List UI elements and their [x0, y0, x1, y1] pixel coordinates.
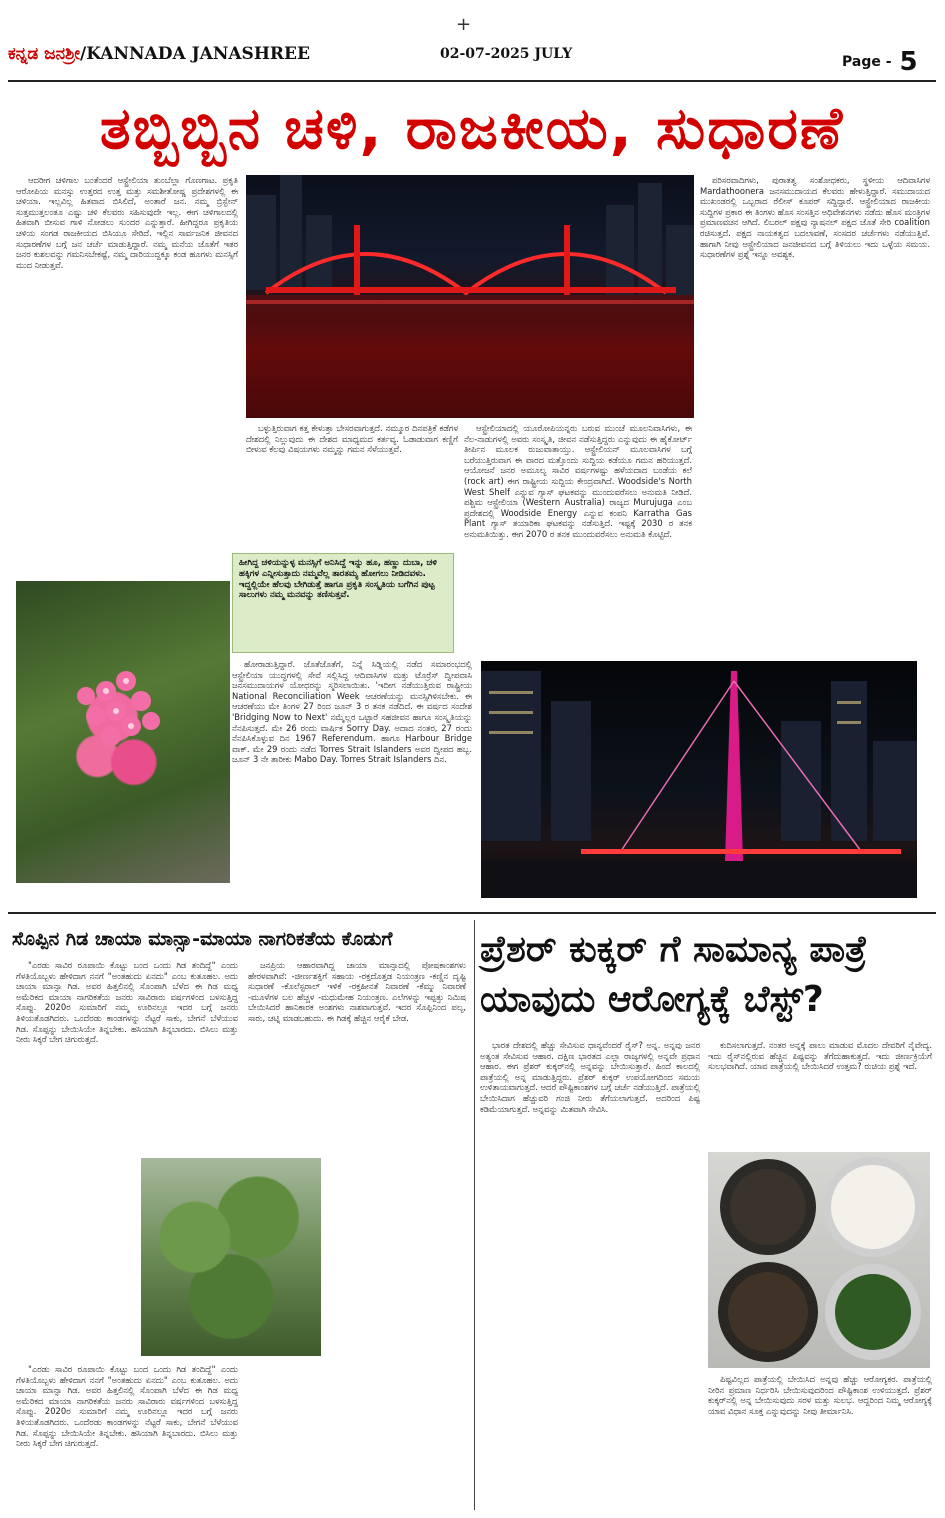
cooking-pots-photo — [708, 1152, 930, 1368]
section-rule — [8, 912, 936, 914]
brand-separator: / — [79, 44, 87, 64]
page-number-value: 5 — [899, 47, 918, 77]
cooker-col2b: ಪಿಷ್ಟವಿಲ್ಲದ ಪಾತ್ರೆಯಲ್ಲಿ ಬೇಯಿಸಿದ ಅನ್ನವು ಹೆಚ್ಚು ಆರೋಗ್ಯಕರ. ಪಾತ್ರೆಯಲ್ಲಿ ನೀರಿನ ಪ್ರಮಾಣ ನಿರ್ಧರಿಸಿ ಬೇಯಿಸುವುದರಿಂದ ಪೌಷ್ಟಿಕಾಂಶ ಉಳಿಯುತ್ತದೆ. ಪ್ರೆಶರ್ ಕುಕ್ಕರ್‌ನಲ್ಲಿ ಅನ್ನ ಬೇಯಿಸುವುದು ಸರಳ ಮತ್ತು ಸುಲಭ. ಆದ್ದರಿಂದ ನಿಮ್ಮ ಆರೋಗ್ಯಕ್ಕೆ ಯಾವ ವಿಧಾನ ಸೂಕ್ತ ಎನ್ನುವುದನ್ನು ನೀವು ತೀರ್ಮಾನಿಸಿ. — [708, 1374, 932, 1416]
pink-flowers-photo — [16, 581, 230, 883]
article1-col3: ಬಳ್ಳುತ್ತಿರುವಾಗ ಕತ್ತ ಕೇಳುತ್ತಾ ಬೇಸರವಾಗುತ್ತದೆ. ನಮ್ಮೂರ ದಿನಪತ್ರಿಕೆ ಕಡೆಗಳ ದೇಶದಲ್ಲಿ ನಿಲ್ಲುವುದು ಈ ದೇಶದ ಮಾಧ್ಯಮದ ಕರ್ತವ್ಯ. ಓಡಾಡುವಾಗ ಕಣ್ಣಿಗೆ ಬೀಳುವ ಕೆಲವು ವಿಷಯಗಳು ನಮ್ಮನ್ನು ಗಮನ ಸೆಳೆಯುತ್ತವೆ. — [246, 423, 458, 455]
article1-col4: ಆಸ್ಟ್ರೇಲಿಯಾದಲ್ಲಿ ಯೂರೋಪಿಯನ್ನರು ಬರುವ ಮುಂಚೆ ಮೂಲನಿವಾಸಿಗಳು, ಈ ನೆಲ-ನಾಡುಗಳಲ್ಲಿ ಅವರು ಸಂಸ್ಕೃತಿ, ಜೀವನ ನಡೆಸುತ್ತಿದ್ದರು ಎನ್ನುವುದು ಈ ಹೈಕೋರ್ಟ್ ತೀರ್ಪಿನ ಮೂಲಕ ರುಜುವಾತಾಯ್ತು. ಆಸ್ಟ್ರೇಲಿಯನ್ ಮೂಲವಾಸಿಗಳ ಬಗ್ಗೆ ಬರೆಯುತ್ತಿರುವಾಗ ಈ ವಾರದ ಮತ್ತೊಂದು ಸುದ್ದಿಯ ಕಡೆಯೂ ಗಮನ ಹರಿಯುತ್ತದೆ. ಆಯೋಜನೆ ಜನರ ಅಮೂಲ್ಯ ಸಾವಿರ ವರ್ಷಗಳಷ್ಟು ಹಳೆಯದಾದ ಬಂಡೆಯ ಕಲೆ (rock art) ಈಗ ರಾಷ್ಟ್ರೀಯ ಸುದ್ದಿಯ ಕೇಂದ್ರವಾಗಿದೆ. Woodside's North West Shelf ಎನ್ನುವ ಗ್ಯಾಸ್ ಘಟಕವನ್ನು ಮುಂದುವರೆಸಲು ಅನುಮತಿ ನೀಡಿದೆ. ಪಶ್ಚಿಮ ಆಸ್ಟ್ರೇಲಿಯಾ (Western Australia) ರಾಜ್ಯದ Murujuga ಎಂಬ ಪ್ರದೇಶದಲ್ಲಿ Woodside Energy ಎನ್ನುವ ಕಂಪನಿ Karratha Gas Plant ಗ್ಯಾಸ್ ತಯಾರಿಕಾ ಘಟಕವನ್ನು ನಡೆಸುತ್ತಿದೆ. ಇಷ್ಟಕ್ಕೆ 2030 ರ ತನಕ ಅನುಮತಿಯಿತ್ತು. ಈಗ 2070 ರ ತನಕ ಮುಂದುವರೆಸಲು ಅನುಮತಿ ಕೊಟ್ಟಿದೆ. — [464, 423, 692, 539]
cooker-col1: ಭಾರತ ದೇಶದಲ್ಲಿ ಹೆಚ್ಚು ಸೇವಿಸುವ ಧಾನ್ಯವೆಂದರೆ ರೈಸ್? ಅನ್ನ. ಅನ್ನವು ಜನರ ಅತ್ಯಂತ ಸೇವಿಸುವ ಆಹಾರ. ದಕ್ಷಿಣ ಭಾರತದ ಎಲ್ಲಾ ರಾಜ್ಯಗಳಲ್ಲಿ ಅನ್ನವೇ ಪ್ರಧಾನ ಆಹಾರ. ಈಗ ಪ್ರೆಶರ್ ಕುಕ್ಕರ್‌ನಲ್ಲಿ ಅನ್ನವನ್ನು ಬೇಯಿಸುತ್ತಾರೆ. ಹಿಂದೆ ಕಾಲದಲ್ಲಿ ಪಾತ್ರೆಯಲ್ಲಿ ಅನ್ನ ಮಾಡುತ್ತಿದ್ದರು. ಪ್ರೆಶರ್ ಕುಕ್ಕರ್ ಉಪಯೋಗದಿಂದ ಸಮಯ ಉಳಿತಾಯವಾಗುತ್ತದೆ. ಆದರೆ ಪೌಷ್ಟಿಕಾಂಶಗಳ ಬಗ್ಗೆ ಚರ್ಚೆ ನಡೆಯುತ್ತಿದೆ. ಪಾತ್ರೆಯಲ್ಲಿ ಬೇಯಿಸಿದಾಗ ಹೆಚ್ಚುವರಿ ಗಂಜಿ ನೀರು ತೆಗೆಯಲಾಗುತ್ತದೆ. ಅದರಿಂದ ಪಿಷ್ಟ ಕಡಿಮೆಯಾಗುತ್ತದೆ. ಅನ್ನವನ್ನು ಮಿತವಾಗಿ ಸೇವಿಸಿ. — [480, 1040, 700, 1114]
main-headline: ತಬ್ಬಿಬ್ಬಿನ ಚಳಿ, ರಾಜಕೀಯ, ಸುಧಾರಣೆ — [99, 94, 845, 162]
article1-col5: ಪರಿಸರವಾದಿಗಳು, ಪುರಾತತ್ವ ಸಂಶೋಧಕರು, ಸ್ಥಳೀಯ ಆದಿವಾಸಿಗಳ Mardathoonera ಜನಸಮುದಾಯದ ಕೆಲವರು ಹೇಳುತ್ತಿದ್ದಾರೆ. ಸಮುದಾಯದ ಮುಖಂಡರಲ್ಲಿ ಒಬ್ಬರಾದ ರೆಲೀಸ್ ಕೂಪರ್ ಸದ್ದಿದ್ದಾರೆ. ಆಸ್ಟ್ರೇಲಿಯಾದ ರಾಜಕೀಯ ಸುದ್ದಿಗಳ ಪ್ರಕಾರ ಈ ತಿಂಗಳು ಹೊಸ ಸಂಸತ್ತಿನ ಅಧಿವೇಶನಗಳು ನಡೆದು ಹೊಸ ಮಂತ್ರಿಗಳ ಪ್ರಮಾಣವಚನ ಆಗಿದೆ. ಲಿಬರಲ್ ಪಕ್ಷವು ನ್ಯಾಷನಲ್ ಪಕ್ಷದ ಜೊತೆ ಸೇರಿ coalition ರಚಿಸುತ್ತದೆ. ಪಕ್ಷದ ನಾಯಕತ್ವದ ಬದಲಾವಣೆ, ಸಂಸದರ ಚರ್ಚೆಗಳು ನಡೆಯುತ್ತಿವೆ. ಹಾಗಾಗಿ ನೀವು ಆಸ್ಟ್ರೇಲಿಯಾದ ಜನಜೀವನದ ಬಗ್ಗೆ ತಿಳಿಯಲು ಇದು ಒಳ್ಳೆಯ ಸಮಯ. ಸುಧಾರಣೆಗಳ ಪ್ರಶ್ನೆ ಇನ್ನೂ ಅವಶ್ಯಕ. — [700, 175, 930, 260]
column-divider — [474, 920, 475, 1510]
article1-col3b: ಹೋರಾಡುತ್ತಿದ್ದಾರೆ. ಜೊತೆಜೊತೆಗೆ, ನಿನ್ನೆ ಸಿಡ್ನಿಯಲ್ಲಿ ನಡೆದ ಸಮಾರಂಭದಲ್ಲಿ ಆಸ್ಟ್ರೇಲಿಯಾ ಯುದ್ಧಗಳಲ್ಲಿ ಸೇವೆ ಸಲ್ಲಿಸಿದ್ದ ಆದಿವಾಸಿಗಳ ಮತ್ತು ಟೊರ್ರೆಸ್ ದ್ವೀಪವಾಸಿ ಜನಸಮುದಾಯಗಳ ಯೋಧರನ್ನು ಸ್ಮರಿಸಲಾಯಿತು. 'ಇದೀಗ ನಡೆಯುತ್ತಿರುವ ರಾಷ್ಟ್ರೀಯ National Reconciliation Week ಆಚರಣೆಯನ್ನು ಮನಸ್ಸಿಗಿಳಿಸಬೇಕು. ಈ ಆಚರಣೆಯು ಮೇ ತಿಂಗಳ 27 ರಿಂದ ಜೂನ್ 3 ರ ತನಕ ನಡೆದಿದೆ. ಈ ವರ್ಷದ ಸಂದೇಶ 'Bridging Now to Next' ನಮ್ಮೆಲ್ಲರ ಒಟ್ಟಾರೆ ಸಹಜೀವನ ಹಾಗೂ ಸಂಸ್ಕೃತಿಯನ್ನು ನೆನಪಿಸುತ್ತದೆ. ಮೇ 26 ರಂದು ವಾರ್ಷಿಕ Sorry Day. ಅದಾದ ನಂತರ, 27 ರಂದು ನೆನಪಿಸಿಕೊಳ್ಳುವ ದಿನ 1967 Referendum. ಹಾಗೂ Harbour Bridge ವಾಕ್. ಮೇ 29 ರಂದು ನಡೆದ Torres Strait Islanders ಅವರ ದ್ವೀಪದ ಹಬ್ಬ. ಜೂನ್ 3 ನೇ ತಾರೀಕು Mabo Day. Torres Strait Islanders ದಿನ. — [232, 659, 472, 765]
brand-kannada: ಕನ್ನಡ ಜನಶ್ರೀ — [8, 44, 80, 64]
article2-col1: "ಎರಡು ಸಾವಿರ ರೂಪಾಯಿ ಕೊಟ್ಟು ಬಂದ ಒಂದು ಗಿಡ ತಂದಿದ್ದೆ" ಎಂದು ಗೆಳತಿಯೊಬ್ಬಳು ಹೇಳಿದಾಗ ನನಗೆ "ಅಂತಹುದು ಏನದು" ಎಂಬ ಕುತೂಹಲ. ಅದು ಚಾಯಾ ಮಾನ್ಸಾ ಗಿಡ. ಅವರ ಹಿತ್ತಲಿನಲ್ಲಿ ಸೊಂಪಾಗಿ ಬೆಳೆದ ಈ ಗಿಡ ಮಧ್ಯ ಅಮೆರಿಕದ ಮಾಯಾ ನಾಗರಿಕತೆಯ ಜನರು ಸಾವಿರಾರು ವರ್ಷಗಳಿಂದ ಬಳಸುತ್ತಿದ್ದ ಸೊಪ್ಪು. 2020ರ ಸುಮಾರಿಗೆ ನಮ್ಮ ಊರಿನಲ್ಲೂ ಇದರ ಬಗ್ಗೆ ಜನರು ತಿಳಿಯತೊಡಗಿದರು. ಒಂದೆರಡು ಕಾಂಡಗಳನ್ನು ನೆಟ್ಟರೆ ಸಾಕು, ಬೇಗನೆ ಬೆಳೆಯುವ ಗಿಡ. ಸೊಪ್ಪನ್ನು ಬೇಯಿಸಿಯೇ ತಿನ್ನಬೇಕು. ಹಸಿಯಾಗಿ ತಿನ್ನಬಾರದು. ಬಿಸಿಲು ಮತ್ತು ನೀರು ಸಿಕ್ಕರೆ ಬೇಗ ಚಿಗುರುತ್ತದೆ. — [16, 960, 238, 1045]
chaya-plant-photo — [141, 1158, 321, 1356]
story-bridge-photo — [246, 175, 694, 418]
masthead-rule — [8, 80, 936, 82]
article2-headline: ಸೊಪ್ಪಿನ ಗಿಡ ಚಾಯಾ ಮಾನ್ಸಾ-ಮಾಯಾ ನಾಗರಿಕತೆಯ ಕೊಡುಗೆ — [12, 928, 393, 950]
page-number — [842, 43, 918, 77]
pressure-cooker-headline: ಪ್ರೆಶರ್ ಕುಕ್ಕರ್ ಗೆ ಸಾಮಾನ್ಯ ಪಾತ್ರೆ ಯಾವುದು ಆರೋಗ್ಯಕ್ಕೆ ಬೆಸ್ಟ್? — [480, 929, 868, 1020]
page-label: Page - — [842, 54, 892, 70]
article2-col1b: "ಎರಡು ಸಾವಿರ ರೂಪಾಯಿ ಕೊಟ್ಟು ಬಂದ ಒಂದು ಗಿಡ ತಂದಿದ್ದೆ" ಎಂದು ಗೆಳತಿಯೊಬ್ಬಳು ಹೇಳಿದಾಗ ನನಗೆ "ಅಂತಹುದು ಏನದು" ಎಂಬ ಕುತೂಹಲ. ಅದು ಚಾಯಾ ಮಾನ್ಸಾ ಗಿಡ. ಅವರ ಹಿತ್ತಲಿನಲ್ಲಿ ಸೊಂಪಾಗಿ ಬೆಳೆದ ಈ ಗಿಡ ಮಧ್ಯ ಅಮೆರಿಕದ ಮಾಯಾ ನಾಗರಿಕತೆಯ ಜನರು ಸಾವಿರಾರು ವರ್ಷಗಳಿಂದ ಬಳಸುತ್ತಿದ್ದ ಸೊಪ್ಪು. 2020ರ ಸುಮಾರಿಗೆ ನಮ್ಮ ಊರಿನಲ್ಲೂ ಇದರ ಬಗ್ಗೆ ಜನರು ತಿಳಿಯತೊಡಗಿದರು. ಒಂದೆರಡು ಕಾಂಡಗಳನ್ನು ನೆಟ್ಟರೆ ಸಾಕು, ಬೇಗನೆ ಬೆಳೆಯುವ ಗಿಡ. ಸೊಪ್ಪನ್ನು ಬೇಯಿಸಿಯೇ ತಿನ್ನಬೇಕು. ಹಸಿಯಾಗಿ ತಿನ್ನಬಾರದು. ಬಿಸಿಲು ಮತ್ತು ನೀರು ಸಿಕ್ಕರೆ ಬೇಗ ಚಿಗುರುತ್ತದೆ. — [16, 1364, 238, 1449]
brand-english: KANNADA JANASHREE — [86, 44, 310, 64]
article2-col2: ಜನಪ್ರಿಯ ಆಹಾರವಾಗಿದ್ದ ಚಾಯಾ ಮಾನ್ಸಾದಲ್ಲಿ ಪೋಷಕಾಂಶಗಳು ಹೇರಳವಾಗಿವೆ: -ಜೀರ್ಣಶಕ್ತಿಗೆ ಸಹಾಯ -ರಕ್ತದೊತ್ತಡ ನಿಯಂತ್ರಣ -ಕಣ್ಣಿನ ದೃಷ್ಟಿ ಸುಧಾರಣೆ -ಕೊಲೆಸ್ಟರಾಲ್ ಇಳಿಕೆ -ರಕ್ತಹೀನತೆ ನಿವಾರಣೆ -ಕೆಮ್ಮು ನಿವಾರಣೆ -ಮೂಳೆಗಳ ಬಲ ಹೆಚ್ಚಳ -ಮಧುಮೇಹ ನಿಯಂತ್ರಣ. ಎಲೆಗಳನ್ನು ಇಪ್ಪತ್ತು ನಿಮಿಷ ಬೇಯಿಸಿದರೆ ಹಾನಿಕಾರಕ ಅಂಶಗಳು ನಾಶವಾಗುತ್ತವೆ. ಇದರ ಸೊಪ್ಪಿನಿಂದ ಪಲ್ಯ, ಸಾರು, ಚಟ್ನಿ ಮಾಡಬಹುದು. ಈ ಗಿಡಕ್ಕೆ ಹೆಚ್ಚಿನ ಆರೈಕೆ ಬೇಡ. — [248, 960, 466, 1023]
issue-date: 02-07-2025 JULY — [440, 46, 573, 62]
cooker-col2: ಕುದಿಸಲಾಗುತ್ತದೆ. ನಂತರ ಅನ್ನಕ್ಕೆ ಪಾಲು ಮಾಡುವ ಮೊದಲ ದೇವರಿಗೆ ನೈವೇದ್ಯ. ಇದು ರೈಸ್‌ನಲ್ಲಿರುವ ಹೆಚ್ಚಿನ ಪಿಷ್ಟವನ್ನು ತೆಗೆದುಹಾಕುತ್ತದೆ. ಇದು ಜೀರ್ಣಕ್ರಿಯೆಗೆ ಸುಲಭವಾಗಿದೆ. ಯಾವ ಪಾತ್ರೆಯಲ್ಲಿ ಬೇಯಿಸಿದರೆ ಉತ್ತಮ? ರುಚಿಯ ಪ್ರಶ್ನೆ ಇದೆ. — [708, 1040, 932, 1072]
article1-quote-box: ಹೀಗಿದ್ದ ಚಳಿಯನ್ನುಳ್ಳ ಮನಸ್ಸಿಗೆ ಅನಿಸಿದ್ದೆ ಇನ್ನು ಹೂ, ಹಣ್ಣು ದುಬಾ, ಚಳಿ ಹಕ್ಕಿಗಳ ಎನ್ನೀಸುತ್ತಾದು ನಮ್ಮವೆಲ್ಲ ತಾರತಮ್ಯ ಹೋಗಲು ನೀಡಿದವಳು. ಇದ್ದಲ್ಲಿಯೇ ಹೆಲವು ಬೇಗಿಡುತ್ತೆ ಹಾಗೂ ಪ್ರಕೃತಿ ಸಂಸ್ಕೃತಿಯ ಬಗೆಗಿನ ಪುಟ್ಟ ಸಾಲುಗಳು ನಮ್ಮ ಮನವನ್ನು ತಣಿಸುತ್ತವೆ. — [232, 553, 454, 653]
pedestrian-bridge-photo — [481, 661, 917, 898]
article1-col1: ಆದರೀಗ ಚಳಿಗಾಲ ಬಂತೆಂದರೆ ಆಸ್ಟ್ರೇಲಿಯಾ ತುಂಬೆಲ್ಲಾ ಗೊಣಗಾಟ. ಪ್ರಕೃತಿ ಆರೋಪಿಯ ಮನಸ್ಸು ಉತ್ತರದ ಉತ್ತ ಮತ್ತು ಸಮಶೀತೋಷ್ಣ ಪ್ರದೇಶಗಳಲ್ಲಿ ಈ ಚಳಿಯಾ. ಇಲ್ಲವಿಲ್ಲ ಹಿತವಾದ ಬಿಸಿಲಿದೆ, ಅಂತಾರೆ ಜನ. ನಮ್ಮ ಬ್ರಿಸ್ಬೇನ್ ಸುತ್ತಮುತ್ತಲಂತೂ ಎಷ್ಟು ಚಳಿ ಕೆಲವರು ಸಹಿಸುವುದೇ ಇಲ್ಲ. ಈಗ ಚಳಿಗಾಲದಲ್ಲಿ ಹಿತವಾಗಿ ಬೀಸುವ ಗಾಳಿ ನೋಡಲು ಸುಂದರ ಎನ್ನುತ್ತಾರೆ. ಹೀಗಿದ್ದರೂ ಪ್ರಕೃತಿಯ ಚಳಿಯ ಸಂಗಡ ರಾಜಕೀಯದ ಬಿಸಿಯೂ ಸೇರಿದೆ. ಇಲ್ಲಿನ ಸಾರ್ವಜನಿಕ ಜೀವನದ ಸುಧಾರಣೆಗಳ ಬಗ್ಗೆ ಜನ ಚರ್ಚೆ ಮಾಡುತ್ತಿದ್ದಾರೆ. ನಮ್ಮ ಮನೆಯ ಜೊತೆಗೆ ಇತರ ಜನರ ಕುಶಲವನ್ನು ಗಮನಿಸಬೇಕಷ್ಟೆ, ನಮ್ಮ ದಾರಿಯುದ್ದಕ್ಕೂ ಕಂಡ ಹೂಗಳು ಮನಸ್ಸಿಗೆ ಮುದ ನೀಡುತ್ತವೆ. — [16, 175, 238, 270]
masthead-brand — [8, 44, 310, 64]
registration-mark: + — [456, 14, 472, 35]
